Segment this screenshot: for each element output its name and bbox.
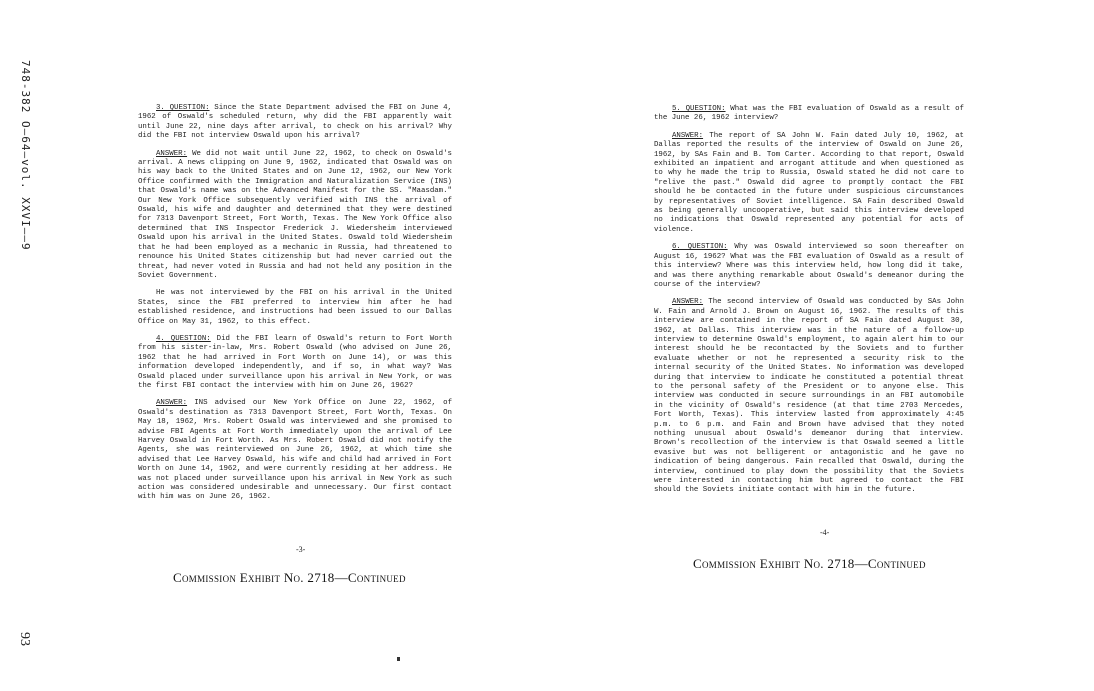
right-page-text — [654, 105, 964, 504]
volume-margin-label: 748-382 O—64—vol. XXVI——9 — [19, 60, 32, 251]
paragraph-a4: ANSWER: INS advised our New York Office on June 22, 1962, of Oswald's destination as 7313 Davenport Street, Fort Worth, Texas. On May 18, 1962, Mrs. Robert Oswald was interviewed and she promised to advise FBI Agents at Fort Worth immediately upon the arrival of Lee Harvey Oswald in Fort Worth. As Mrs. Robert Oswald did not notify the Agents, she was reinterviewed on June 26, 1962, at which time she advised that Lee Harvey Oswald, his wife and child had arrived in Fort Worth on June 14, 1962, and were currently residing at her address. He was not placed under surveillance upon his arrival in New York as such action was considered undesirable and unnecessary. Our first contact with him was on June 26, 1962. — [138, 399, 452, 502]
right-exhibit-caption: Commission Exhibit No. 2718—Continued — [693, 556, 926, 571]
paragraph-q3: 3. QUESTION: Since the State Department advised the FBI on June 4, 1962 of Oswald's scheduled return, why did the FBI apparently wait until June 22, nine days after arrival, to check on his arrival? Why did the FBI not interview Oswald upon his arrival? — [138, 104, 452, 141]
paragraph-a6: ANSWER: The second interview of Oswald was conducted by SAs John W. Fain and Arnold J. Brown on August 16, 1962. The results of this interview are contained in the report of SA Fain dated August 30, 1962, at Dallas. This interview was in the nature of a follow-up interview to determine Oswald's employment, to again alert him to our interest should he be recontacted by the Soviets and to further evaluate whether or not he represented a security risk to the internal security of the United States. No information was developed during that interview to indicate he constituted a potential threat to the personal safety of the President or to anyone else. This interview was conducted in secure surroundings in an FBI automobile in the vicinity of Oswald's residence (at that time 2703 Mercedes, Fort Worth, Texas). This interview lasted from approximately 4:45 p.m. to 6 p.m. and Fain and Brown have advised that they noted nothing unusual about Oswald's demeanor during that interview. Brown's recollection of the interview is that Oswald seemed a little evasive but was not belligerent or antagonistic and he gave no indication of being dangerous. Fain recalled that Oswald, during the interview, continued to play down the possibility that the Soviets were interested in contacting him but agreed to contact the FBI should the Soviets initiate contact with him in the future. — [654, 298, 964, 495]
paragraph-a5: ANSWER: The report of SA John W. Fain dated July 10, 1962, at Dallas reported the results of the interview of Oswald on June 26, 1962, by SAs Fain and B. Tom Carter. According to that report, Oswald exhibited an impatient and arrogant attitude and when questioned as to why he made the trip to Russia, Oswald stated he did not care to "relive the past." Oswald did agree to promptly contact the FBI should he be contacted in the future under suspicious circumstances by representatives of Soviet intelligence. SA Fain described Oswald as being generally uncooperative, but said this interview developed no indications that Oswald represented any potential for acts of violence. — [654, 131, 964, 234]
left-page-text — [138, 104, 452, 511]
paragraph-q4: 4. QUESTION: Did the FBI learn of Oswald's return to Fort Worth from his sister-in-law, Mrs. Robert Oswald (who advised on June 26, 1962 that he had arrived in Fort Worth on June 14), or was this information developed independently, and if so, in what way? Was Oswald placed under surveillance upon his arrival in New York, or was the first FBI contact the interview with him on June 26, 1962? — [138, 334, 452, 390]
margin-page-number: 93 — [17, 632, 32, 646]
paragraph-a3: ANSWER: We did not wait until June 22, 1962, to check on Oswald's arrival. A news clipping on June 9, 1962, indicated that Oswald was on his way back to the United States and on June 12, 1962, our New York Office confirmed with the Immigration and Naturalization Service (INS) that Oswald's name was on the Advanced Manifest for the SS. "Maasdam." Our New York Office subsequently verified with INS the arrival of Oswald, his wife and daughter and determined that they were destined for 7313 Davenport Street, Fort Worth, Texas. The New York Office also determined that INS Inspector Frederick J. Wiedersheim interviewed Oswald upon his arrival in the United States. Oswald told Wiedersheim that he had been employed as a mechanic in Russia, had threatened to renounce his United States citizenship but had never carried out the threat, had never voted in Russia and had not held any position in the Soviet Government. — [138, 149, 452, 280]
paragraph-q6: 6. QUESTION: Why was Oswald interviewed so soon thereafter on August 16, 1962? What was the FBI evaluation of Oswald as a result of this interview? Where was this interview held, how long did it take, and was there anything remarkable about Oswald's demeanor during the course of the interview? — [654, 243, 964, 289]
right-page-number: -4- — [820, 528, 830, 537]
paragraph-q5: 5. QUESTION: What was the FBI evaluation of Oswald as a result of the June 26, 1962 interview? — [654, 105, 964, 123]
scan-speck — [397, 657, 400, 661]
left-page-number: -3- — [296, 545, 306, 554]
paragraph-a3-cont: He was not interviewed by the FBI on his arrival in the United States, since the FBI preferred to interview him after he had established residence, and instructions had been issued to our Dallas Office on May 31, 1962, to this effect. — [138, 289, 452, 326]
left-exhibit-caption: Commission Exhibit No. 2718—Continued — [173, 570, 406, 585]
